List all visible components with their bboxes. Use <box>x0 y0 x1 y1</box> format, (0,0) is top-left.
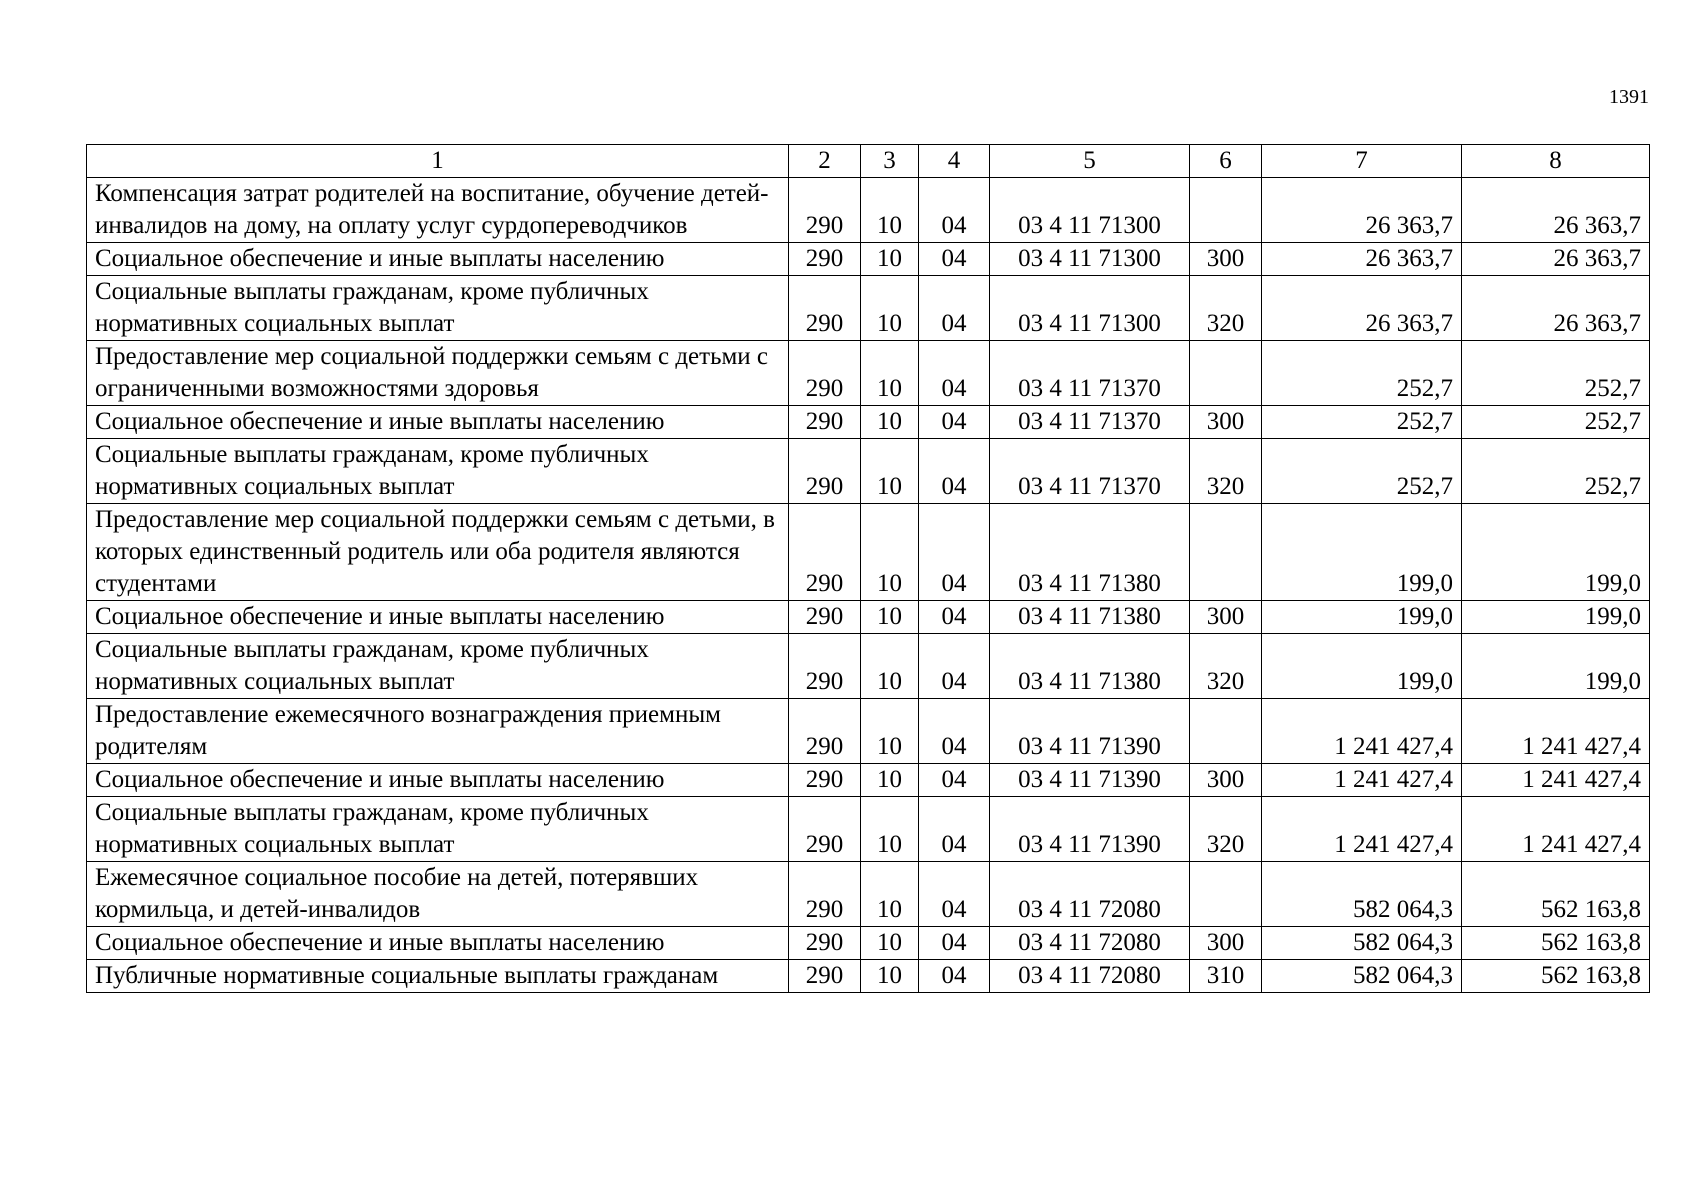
code-cell: 04 <box>919 601 990 634</box>
code-cell: 03 4 11 71380 <box>990 634 1190 699</box>
row-name-cell: Социальные выплаты гражданам, кроме публичных нормативных социальных выплат <box>87 634 789 699</box>
code-cell: 290 <box>789 243 861 276</box>
table-row <box>87 764 1650 797</box>
table-row <box>87 504 1650 601</box>
code-cell: 10 <box>861 764 919 797</box>
code-cell: 10 <box>861 960 919 993</box>
code-cell: 10 <box>861 504 919 601</box>
code-cell <box>1190 862 1262 927</box>
code-cell: 320 <box>1190 797 1262 862</box>
table-row <box>87 960 1650 993</box>
amount-cell: 252,7 <box>1462 341 1650 406</box>
row-name-cell: Социальное обеспечение и иные выплаты населению <box>87 927 789 960</box>
table-row <box>87 341 1650 406</box>
row-name-cell: Социальное обеспечение и иные выплаты населению <box>87 406 789 439</box>
amount-cell: 252,7 <box>1462 406 1650 439</box>
table-row <box>87 601 1650 634</box>
row-name-cell: Социальное обеспечение и иные выплаты населению <box>87 601 789 634</box>
code-cell: 310 <box>1190 960 1262 993</box>
code-cell: 04 <box>919 243 990 276</box>
code-cell: 300 <box>1190 764 1262 797</box>
amount-cell: 582 064,3 <box>1262 862 1462 927</box>
header-cell: 5 <box>990 145 1190 178</box>
table-row <box>87 927 1650 960</box>
amount-cell: 1 241 427,4 <box>1462 699 1650 764</box>
code-cell: 03 4 11 71300 <box>990 276 1190 341</box>
code-cell: 04 <box>919 439 990 504</box>
budget-table <box>86 144 1650 993</box>
amount-cell: 26 363,7 <box>1462 178 1650 243</box>
code-cell: 03 4 11 71370 <box>990 341 1190 406</box>
code-cell: 10 <box>861 601 919 634</box>
code-cell: 300 <box>1190 927 1262 960</box>
code-cell: 04 <box>919 504 990 601</box>
code-cell: 300 <box>1190 406 1262 439</box>
row-name-cell: Предоставление ежемесячного вознаграждения приемным родителям <box>87 699 789 764</box>
amount-cell: 252,7 <box>1262 406 1462 439</box>
code-cell: 03 4 11 71380 <box>990 601 1190 634</box>
code-cell: 03 4 11 71300 <box>990 243 1190 276</box>
table-body <box>87 178 1650 993</box>
code-cell: 04 <box>919 960 990 993</box>
code-cell: 03 4 11 72080 <box>990 960 1190 993</box>
code-cell: 04 <box>919 862 990 927</box>
code-cell: 290 <box>789 178 861 243</box>
code-cell: 10 <box>861 439 919 504</box>
table-row <box>87 243 1650 276</box>
header-cell: 1 <box>87 145 789 178</box>
amount-cell: 26 363,7 <box>1262 243 1462 276</box>
code-cell: 290 <box>789 764 861 797</box>
amount-cell: 199,0 <box>1462 601 1650 634</box>
table-row <box>87 276 1650 341</box>
amount-cell: 562 163,8 <box>1462 927 1650 960</box>
code-cell: 290 <box>789 601 861 634</box>
amount-cell: 26 363,7 <box>1262 276 1462 341</box>
amount-cell: 199,0 <box>1262 601 1462 634</box>
code-cell: 03 4 11 72080 <box>990 927 1190 960</box>
table-row <box>87 634 1650 699</box>
header-cell: 8 <box>1462 145 1650 178</box>
header-cell: 4 <box>919 145 990 178</box>
table-row <box>87 406 1650 439</box>
code-cell: 10 <box>861 406 919 439</box>
amount-cell: 1 241 427,4 <box>1262 764 1462 797</box>
code-cell <box>1190 178 1262 243</box>
code-cell: 10 <box>861 276 919 341</box>
amount-cell: 1 241 427,4 <box>1262 699 1462 764</box>
code-cell: 320 <box>1190 634 1262 699</box>
amount-cell: 199,0 <box>1462 504 1650 601</box>
code-cell: 320 <box>1190 276 1262 341</box>
code-cell: 290 <box>789 960 861 993</box>
row-name-cell: Социальные выплаты гражданам, кроме публичных нормативных социальных выплат <box>87 439 789 504</box>
code-cell: 290 <box>789 862 861 927</box>
row-name-cell: Социальные выплаты гражданам, кроме публичных нормативных социальных выплат <box>87 276 789 341</box>
table-row <box>87 178 1650 243</box>
row-name-cell: Предоставление мер социальной поддержки семьям с детьми, в которых единственный родитель или оба родителя являются студентами <box>87 504 789 601</box>
code-cell <box>1190 699 1262 764</box>
header-row <box>87 145 1650 178</box>
amount-cell: 252,7 <box>1262 341 1462 406</box>
page-number: 1391 <box>1609 86 1649 108</box>
code-cell: 04 <box>919 764 990 797</box>
code-cell: 04 <box>919 276 990 341</box>
code-cell: 290 <box>789 699 861 764</box>
amount-cell: 1 241 427,4 <box>1462 764 1650 797</box>
code-cell: 290 <box>789 406 861 439</box>
row-name-cell: Публичные нормативные социальные выплаты гражданам <box>87 960 789 993</box>
code-cell: 300 <box>1190 601 1262 634</box>
row-name-cell: Предоставление мер социальной поддержки семьям с детьми с ограниченными возможностями здоровья <box>87 341 789 406</box>
row-name-cell: Социальные выплаты гражданам, кроме публичных нормативных социальных выплат <box>87 797 789 862</box>
code-cell: 03 4 11 71380 <box>990 504 1190 601</box>
table-row <box>87 862 1650 927</box>
row-name-cell: Социальное обеспечение и иные выплаты населению <box>87 764 789 797</box>
header-cell: 7 <box>1262 145 1462 178</box>
row-name-cell: Социальное обеспечение и иные выплаты населению <box>87 243 789 276</box>
code-cell: 03 4 11 71370 <box>990 406 1190 439</box>
code-cell: 300 <box>1190 243 1262 276</box>
header-cell: 3 <box>861 145 919 178</box>
code-cell: 03 4 11 71370 <box>990 439 1190 504</box>
code-cell: 04 <box>919 406 990 439</box>
row-name-cell: Компенсация затрат родителей на воспитание, обучение детей-инвалидов на дому, на оплату услуг сурдопереводчиков <box>87 178 789 243</box>
amount-cell: 252,7 <box>1262 439 1462 504</box>
amount-cell: 199,0 <box>1262 504 1462 601</box>
code-cell: 10 <box>861 699 919 764</box>
header-cell: 6 <box>1190 145 1262 178</box>
code-cell: 03 4 11 71390 <box>990 764 1190 797</box>
code-cell: 10 <box>861 862 919 927</box>
row-name-cell: Ежемесячное социальное пособие на детей, потерявших кормильца, и детей-инвалидов <box>87 862 789 927</box>
code-cell: 03 4 11 72080 <box>990 862 1190 927</box>
amount-cell: 1 241 427,4 <box>1462 797 1650 862</box>
code-cell: 04 <box>919 178 990 243</box>
table-row <box>87 797 1650 862</box>
amount-cell: 199,0 <box>1462 634 1650 699</box>
code-cell: 10 <box>861 927 919 960</box>
amount-cell: 562 163,8 <box>1462 960 1650 993</box>
code-cell: 10 <box>861 634 919 699</box>
code-cell: 03 4 11 71390 <box>990 699 1190 764</box>
amount-cell: 199,0 <box>1262 634 1462 699</box>
code-cell: 10 <box>861 243 919 276</box>
amount-cell: 562 163,8 <box>1462 862 1650 927</box>
code-cell: 10 <box>861 178 919 243</box>
table-row <box>87 699 1650 764</box>
code-cell: 290 <box>789 276 861 341</box>
header-cell: 2 <box>789 145 861 178</box>
code-cell: 04 <box>919 797 990 862</box>
code-cell: 290 <box>789 504 861 601</box>
amount-cell: 582 064,3 <box>1262 927 1462 960</box>
amount-cell: 26 363,7 <box>1262 178 1462 243</box>
code-cell: 03 4 11 71390 <box>990 797 1190 862</box>
code-cell: 320 <box>1190 439 1262 504</box>
code-cell: 03 4 11 71300 <box>990 178 1190 243</box>
amount-cell: 26 363,7 <box>1462 276 1650 341</box>
code-cell: 04 <box>919 634 990 699</box>
amount-cell: 582 064,3 <box>1262 960 1462 993</box>
amount-cell: 252,7 <box>1462 439 1650 504</box>
code-cell: 290 <box>789 634 861 699</box>
code-cell: 04 <box>919 341 990 406</box>
code-cell: 290 <box>789 341 861 406</box>
code-cell: 290 <box>789 439 861 504</box>
code-cell: 10 <box>861 341 919 406</box>
code-cell: 10 <box>861 797 919 862</box>
code-cell: 04 <box>919 699 990 764</box>
amount-cell: 1 241 427,4 <box>1262 797 1462 862</box>
code-cell: 290 <box>789 797 861 862</box>
code-cell: 290 <box>789 927 861 960</box>
amount-cell: 26 363,7 <box>1462 243 1650 276</box>
code-cell <box>1190 341 1262 406</box>
code-cell: 04 <box>919 927 990 960</box>
code-cell <box>1190 504 1262 601</box>
table-row <box>87 439 1650 504</box>
